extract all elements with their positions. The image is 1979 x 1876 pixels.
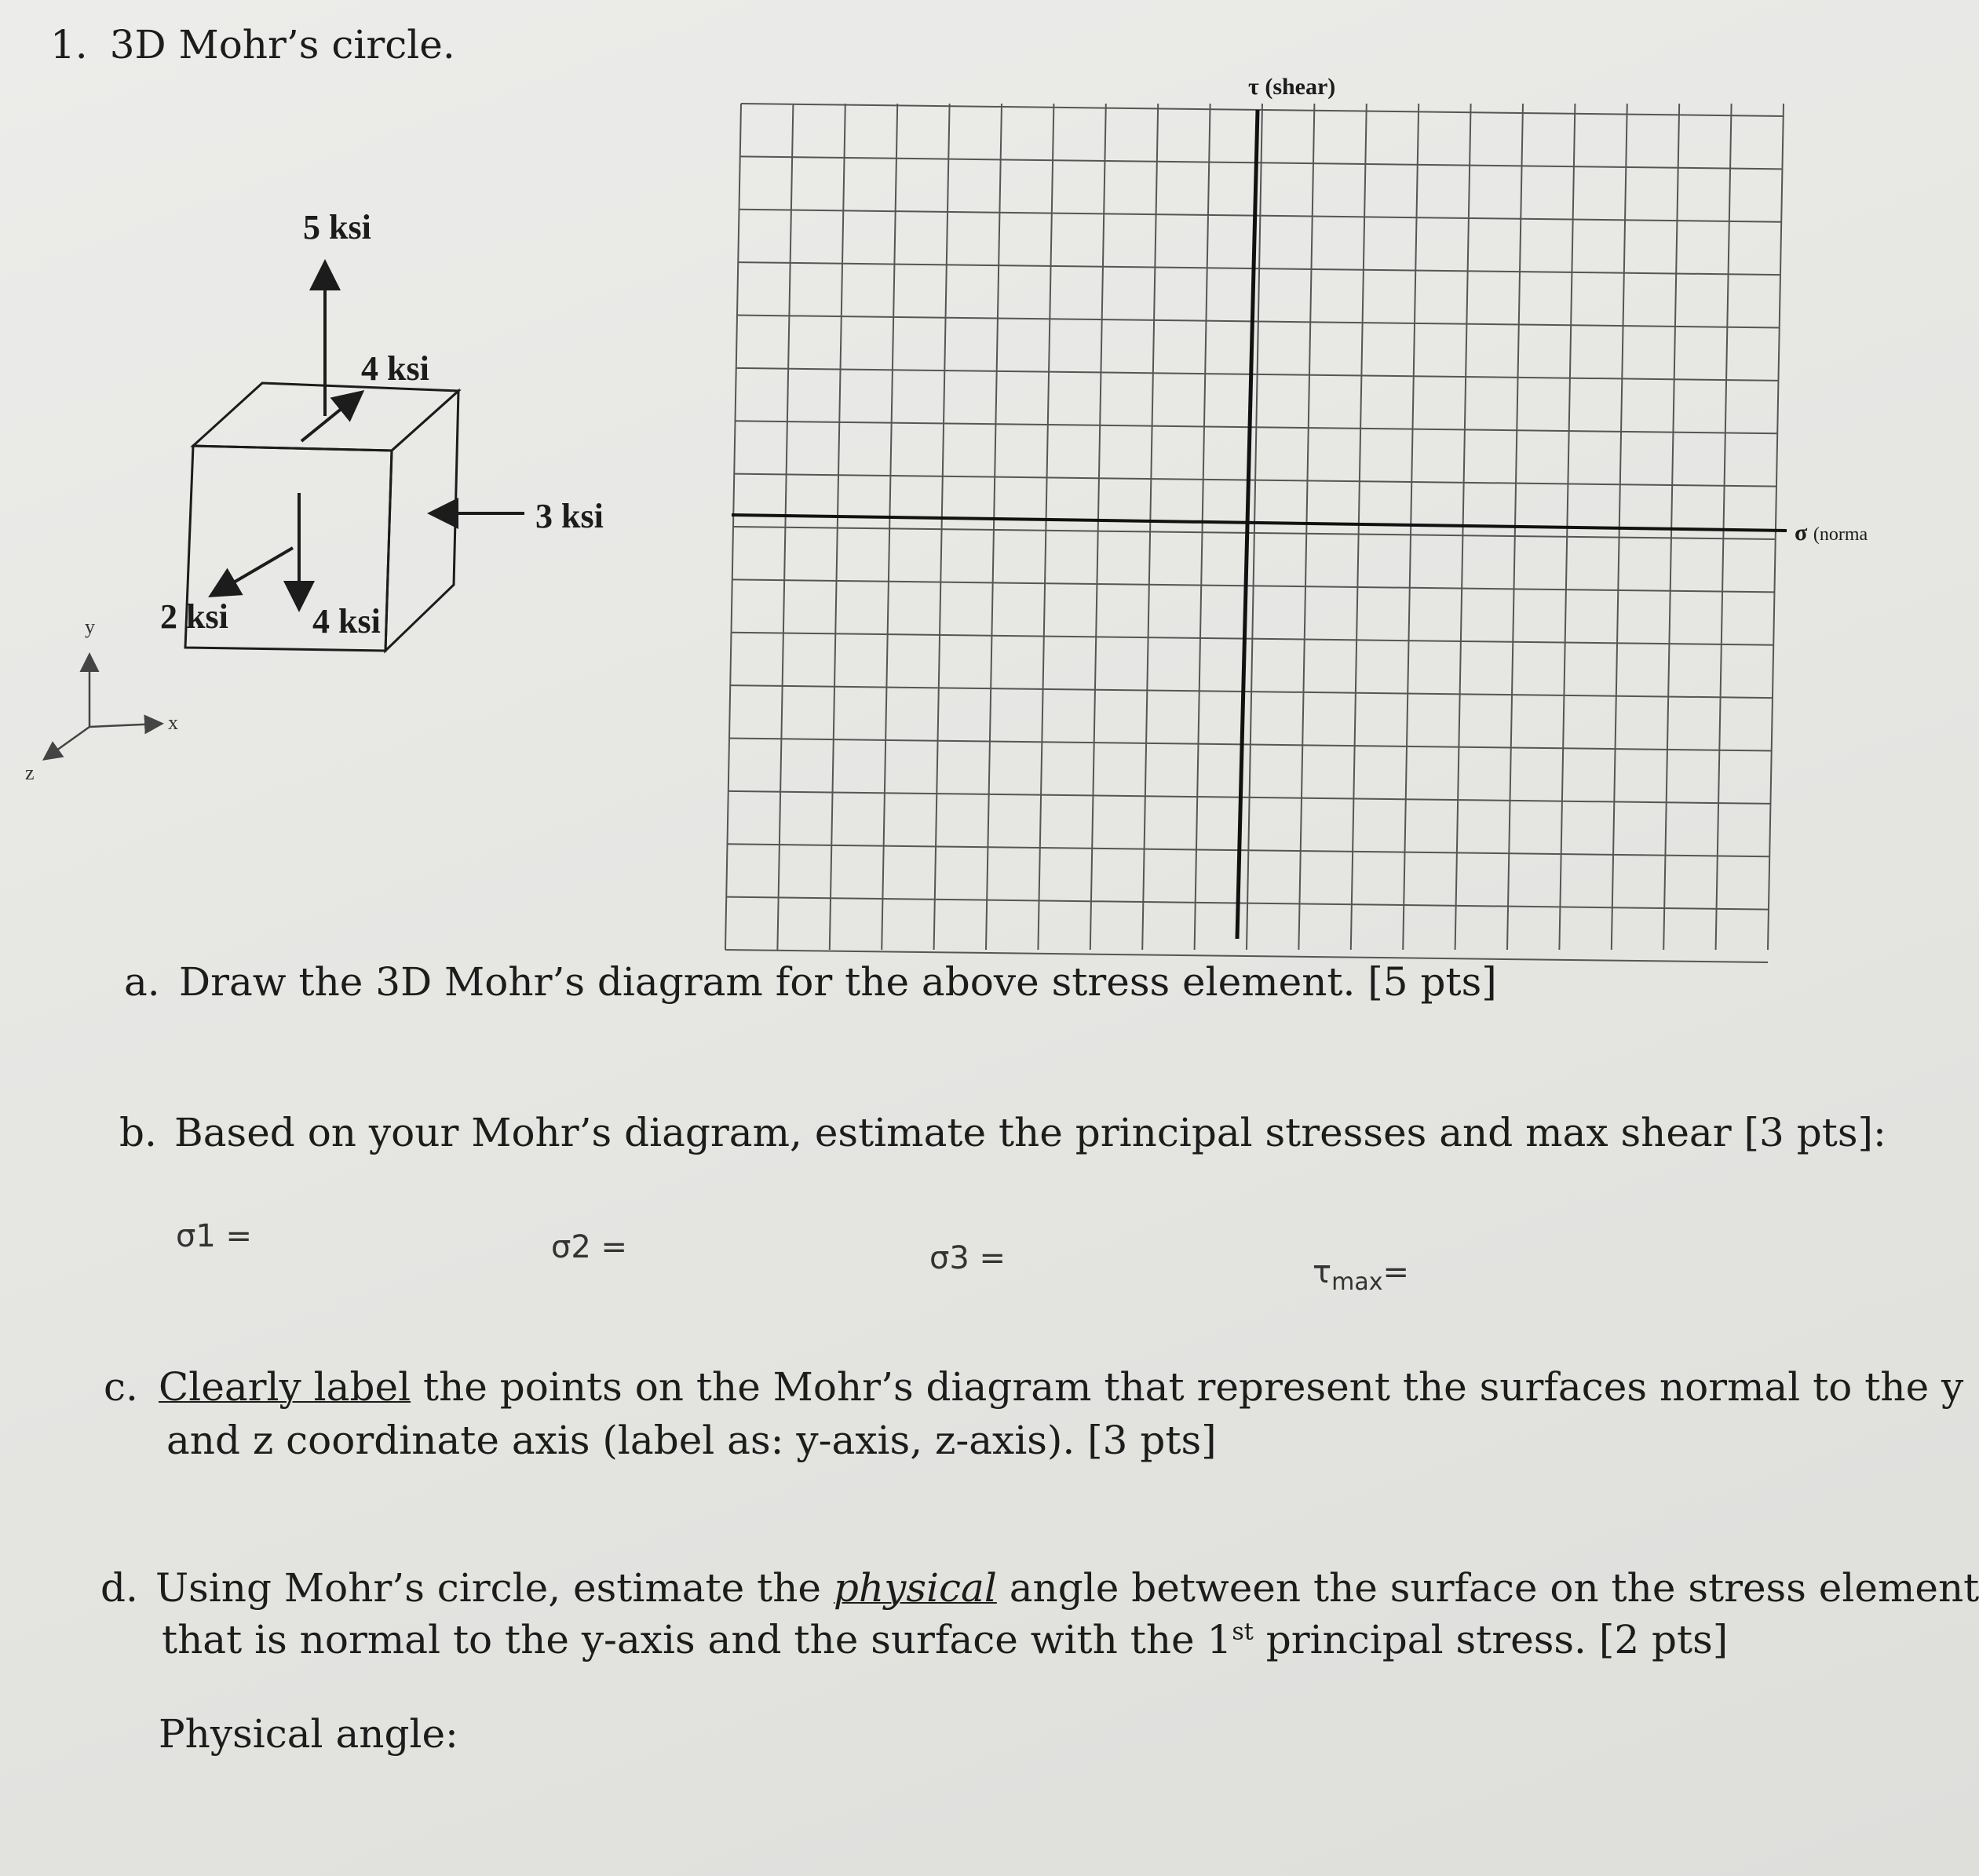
grid-vline <box>1090 104 1106 950</box>
tau-symbol: τ <box>1313 1254 1332 1290</box>
sigma-symbol: σ <box>1795 520 1808 546</box>
grid-vline <box>1038 104 1053 950</box>
axis-label-x: x <box>168 711 178 734</box>
question-d-line1-post: angle between the surface on the stress element <box>996 1565 1979 1611</box>
question-c <box>104 1364 1963 1410</box>
physical-angle-label[interactable]: Physical angle: <box>159 1711 458 1757</box>
grid-vline <box>1663 104 1679 950</box>
axis-label-y: y <box>85 615 95 638</box>
question-d-line1-pre: Using Mohr’s circle, estimate the <box>155 1565 834 1611</box>
question-d-sup: st <box>1232 1618 1254 1646</box>
grid-vline <box>1351 104 1367 950</box>
question-d-italic: physical <box>833 1565 997 1611</box>
question-d-line2-pre: that is normal to the y-axis and the surface with the 1 <box>162 1617 1232 1662</box>
sigma3-field[interactable]: σ3 = <box>929 1240 1006 1276</box>
sigma1-field[interactable]: σ1 = <box>176 1218 253 1254</box>
question-a-text: Draw the 3D Mohr’s diagram for the above stress element. [5 pts] <box>179 959 1497 1005</box>
tau-max-sub: max <box>1331 1268 1383 1296</box>
question-d-line2 <box>162 1617 1728 1662</box>
question-c-line1: the points on the Mohr’s diagram that represent the surfaces normal to the y <box>411 1364 1964 1410</box>
question-c-letter: c. <box>104 1364 138 1410</box>
question-b <box>119 1110 1886 1155</box>
label-4ksi-front: 4 ksi <box>312 602 381 641</box>
question-d <box>100 1565 1979 1611</box>
question-a <box>124 959 1497 1005</box>
tau-max-field[interactable] <box>1313 1254 1409 1296</box>
question-b-text: Based on your Mohr’s diagram, estimate the principal stresses and max shear [3 pts]: <box>174 1110 1886 1155</box>
sigma-axis-label <box>1795 520 1868 546</box>
question-c-line2: and z coordinate axis (label as: y-axis, z-axis). [3 pts] <box>166 1418 1217 1463</box>
problem-title-text: 3D Mohr’s circle. <box>109 22 455 68</box>
grid-vline <box>830 104 845 950</box>
grid-vline <box>934 104 950 950</box>
grid-vline <box>1142 104 1158 950</box>
question-d-letter: d. <box>100 1565 138 1611</box>
question-b-letter: b. <box>119 1110 157 1155</box>
question-c-underlined: Clearly label <box>159 1364 411 1410</box>
grid-vline <box>986 104 1002 950</box>
grid-vline <box>1716 104 1732 950</box>
grid-vline <box>1298 104 1314 950</box>
grid-vline <box>1195 104 1210 950</box>
grid-vline <box>1768 104 1784 950</box>
question-d-line2-post: principal stress. [2 pts] <box>1253 1617 1729 1662</box>
question-a-letter: a. <box>124 959 160 1005</box>
sigma-axis-text: (norma <box>1813 524 1868 545</box>
grid-vline <box>882 104 897 950</box>
problem-number: 1. <box>50 22 88 68</box>
label-4ksi-top: 4 ksi <box>361 349 429 388</box>
label-2ksi: 2 ksi <box>160 597 228 636</box>
label-3ksi: 3 ksi <box>535 497 604 535</box>
axis-label-z: z <box>25 761 35 784</box>
sigma2-field[interactable]: σ2 = <box>551 1229 628 1265</box>
tau-max-equals: = <box>1382 1254 1409 1290</box>
tau-axis-label: τ (shear) <box>1248 74 1336 100</box>
label-5ksi: 5 ksi <box>303 208 371 246</box>
grid-vline <box>1403 104 1419 950</box>
